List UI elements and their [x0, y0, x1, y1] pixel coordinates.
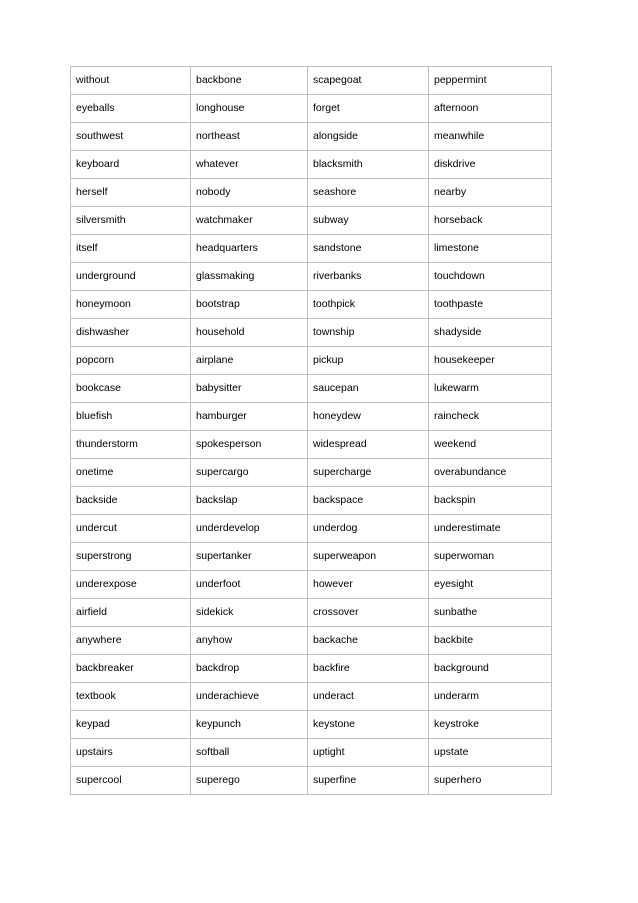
table-cell: limestone [429, 235, 552, 263]
table-cell: underestimate [429, 515, 552, 543]
table-cell: backdrop [191, 655, 308, 683]
table-cell: keypad [71, 711, 191, 739]
table-cell: sandstone [308, 235, 429, 263]
table-cell: keyboard [71, 151, 191, 179]
table-cell: afternoon [429, 95, 552, 123]
table-cell: superstrong [71, 543, 191, 571]
table-cell: superfine [308, 767, 429, 795]
table-row [71, 151, 552, 179]
table-cell: watchmaker [191, 207, 308, 235]
table-cell: saucepan [308, 375, 429, 403]
table-cell: sidekick [191, 599, 308, 627]
table-cell: raincheck [429, 403, 552, 431]
table-cell: spokesperson [191, 431, 308, 459]
table-cell: underground [71, 263, 191, 291]
table-cell: textbook [71, 683, 191, 711]
table-cell: subway [308, 207, 429, 235]
table-row [71, 235, 552, 263]
table-row [71, 571, 552, 599]
table-cell: toothpaste [429, 291, 552, 319]
table-cell: superhero [429, 767, 552, 795]
table-row [71, 347, 552, 375]
compound-words-table-body [71, 67, 552, 795]
table-cell: onetime [71, 459, 191, 487]
table-cell: anyhow [191, 627, 308, 655]
table-cell: upstairs [71, 739, 191, 767]
table-cell: keystroke [429, 711, 552, 739]
table-cell: underact [308, 683, 429, 711]
table-row [71, 683, 552, 711]
table-row [71, 739, 552, 767]
table-cell: widespread [308, 431, 429, 459]
table-cell: superweapon [308, 543, 429, 571]
table-cell: pickup [308, 347, 429, 375]
table-cell: household [191, 319, 308, 347]
table-cell: keystone [308, 711, 429, 739]
table-cell: blacksmith [308, 151, 429, 179]
table-row [71, 767, 552, 795]
table-cell: supercool [71, 767, 191, 795]
table-cell: horseback [429, 207, 552, 235]
table-cell: honeydew [308, 403, 429, 431]
table-cell: underdevelop [191, 515, 308, 543]
table-cell: popcorn [71, 347, 191, 375]
table-cell: southwest [71, 123, 191, 151]
table-cell: airfield [71, 599, 191, 627]
table-cell: eyeballs [71, 95, 191, 123]
table-cell: housekeeper [429, 347, 552, 375]
table-cell: riverbanks [308, 263, 429, 291]
table-cell: glassmaking [191, 263, 308, 291]
table-cell: underdog [308, 515, 429, 543]
table-cell: shadyside [429, 319, 552, 347]
table-row [71, 515, 552, 543]
table-row [71, 487, 552, 515]
table-cell: backbite [429, 627, 552, 655]
table-cell: underfoot [191, 571, 308, 599]
compound-words-table [70, 66, 552, 795]
table-row [71, 459, 552, 487]
table-cell: bluefish [71, 403, 191, 431]
table-cell: airplane [191, 347, 308, 375]
table-cell: without [71, 67, 191, 95]
table-cell: softball [191, 739, 308, 767]
table-cell: sunbathe [429, 599, 552, 627]
table-cell: lukewarm [429, 375, 552, 403]
table-cell: underachieve [191, 683, 308, 711]
table-cell: anywhere [71, 627, 191, 655]
table-cell: bookcase [71, 375, 191, 403]
table-row [71, 291, 552, 319]
table-row [71, 207, 552, 235]
table-row [71, 67, 552, 95]
table-cell: seashore [308, 179, 429, 207]
table-cell: whatever [191, 151, 308, 179]
table-row [71, 95, 552, 123]
table-row [71, 711, 552, 739]
table-cell: northeast [191, 123, 308, 151]
table-cell: however [308, 571, 429, 599]
table-cell: background [429, 655, 552, 683]
table-cell: township [308, 319, 429, 347]
table-cell: herself [71, 179, 191, 207]
table-cell: overabundance [429, 459, 552, 487]
table-row [71, 655, 552, 683]
table-row [71, 431, 552, 459]
table-cell: toothpick [308, 291, 429, 319]
table-row [71, 123, 552, 151]
table-cell: superwoman [429, 543, 552, 571]
table-cell: dishwasher [71, 319, 191, 347]
table-cell: keypunch [191, 711, 308, 739]
table-row [71, 375, 552, 403]
table-cell: alongside [308, 123, 429, 151]
table-cell: superego [191, 767, 308, 795]
table-cell: weekend [429, 431, 552, 459]
table-cell: supertanker [191, 543, 308, 571]
table-row [71, 319, 552, 347]
table-cell: nearby [429, 179, 552, 207]
table-cell: supercargo [191, 459, 308, 487]
table-cell: backfire [308, 655, 429, 683]
table-cell: upstate [429, 739, 552, 767]
table-cell: undercut [71, 515, 191, 543]
table-cell: backspin [429, 487, 552, 515]
table-cell: crossover [308, 599, 429, 627]
table-cell: forget [308, 95, 429, 123]
table-cell: diskdrive [429, 151, 552, 179]
table-cell: honeymoon [71, 291, 191, 319]
table-cell: longhouse [191, 95, 308, 123]
table-cell: thunderstorm [71, 431, 191, 459]
table-row [71, 599, 552, 627]
table-cell: backslap [191, 487, 308, 515]
table-cell: backache [308, 627, 429, 655]
table-cell: peppermint [429, 67, 552, 95]
table-cell: silversmith [71, 207, 191, 235]
table-cell: itself [71, 235, 191, 263]
table-cell: hamburger [191, 403, 308, 431]
table-cell: meanwhile [429, 123, 552, 151]
table-row [71, 543, 552, 571]
table-cell: babysitter [191, 375, 308, 403]
table-cell: headquarters [191, 235, 308, 263]
table-cell: backbone [191, 67, 308, 95]
table-cell: scapegoat [308, 67, 429, 95]
table-row [71, 263, 552, 291]
table-row [71, 403, 552, 431]
table-cell: uptight [308, 739, 429, 767]
table-row [71, 179, 552, 207]
table-cell: eyesight [429, 571, 552, 599]
table-cell: backspace [308, 487, 429, 515]
table-cell: supercharge [308, 459, 429, 487]
table-row [71, 627, 552, 655]
table-cell: underexpose [71, 571, 191, 599]
table-cell: bootstrap [191, 291, 308, 319]
table-cell: touchdown [429, 263, 552, 291]
table-cell: backside [71, 487, 191, 515]
table-cell: backbreaker [71, 655, 191, 683]
table-cell: nobody [191, 179, 308, 207]
table-cell: underarm [429, 683, 552, 711]
